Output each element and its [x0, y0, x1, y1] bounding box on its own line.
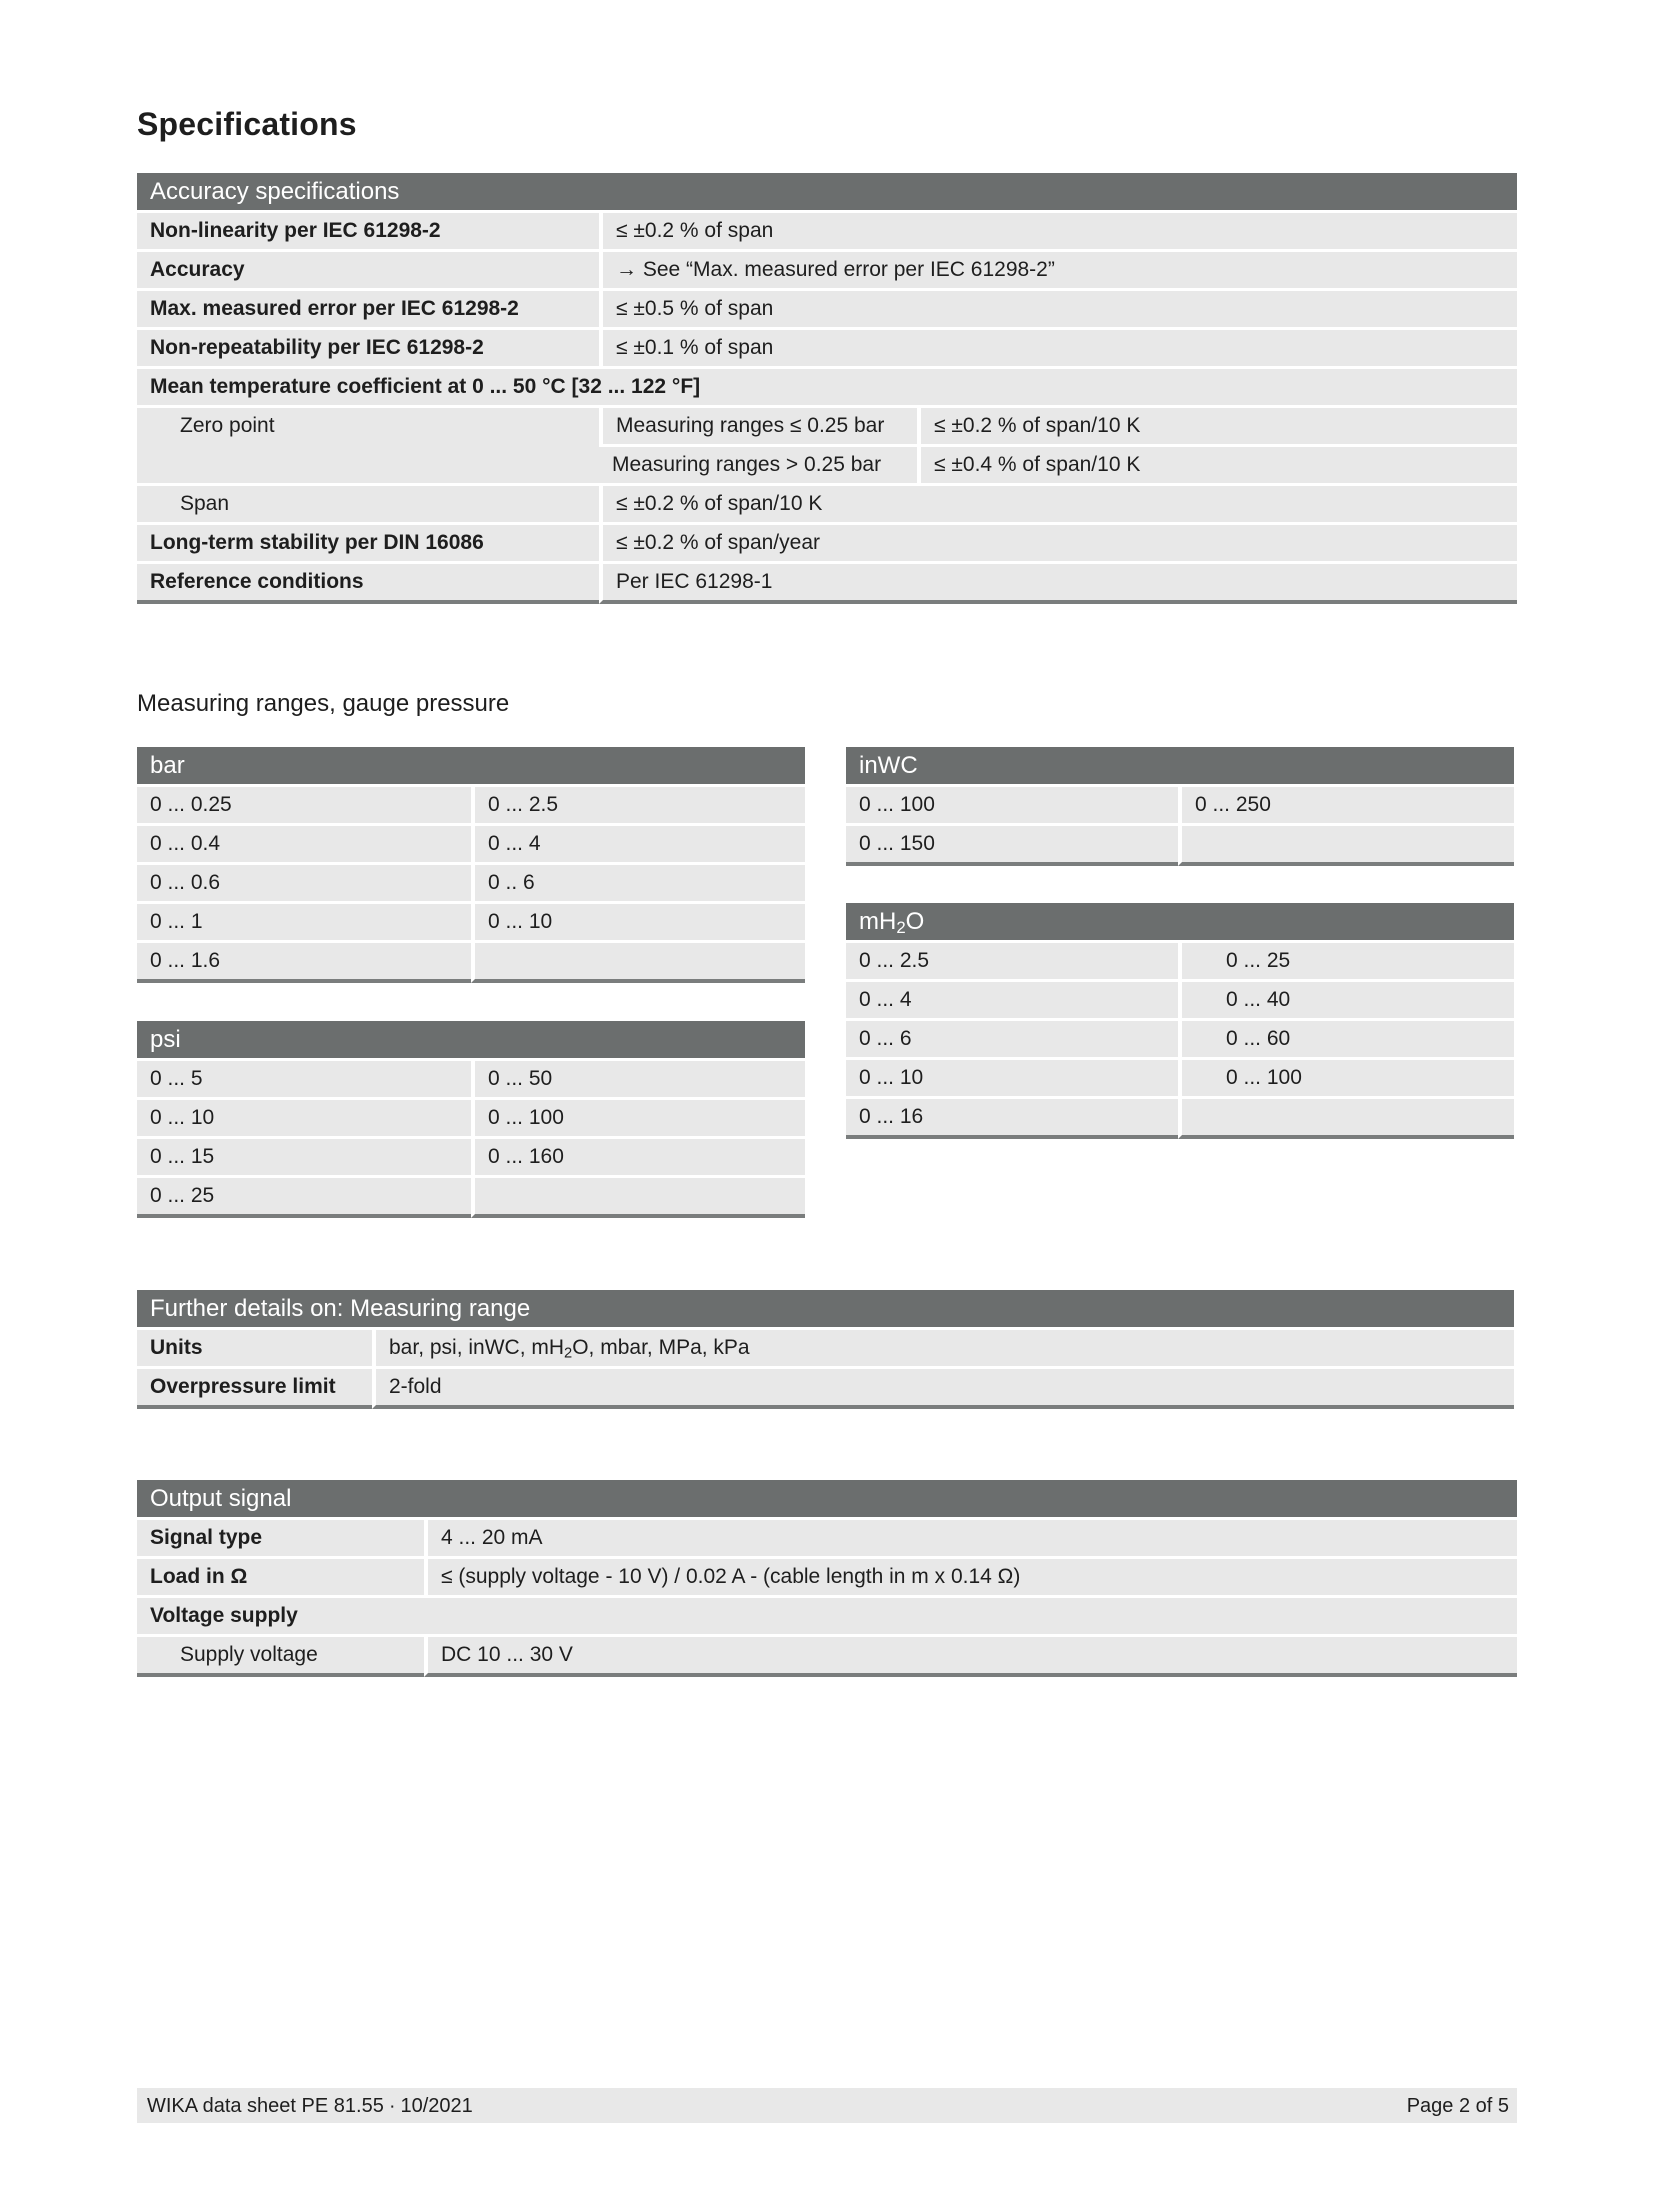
range-cell [1178, 826, 1514, 866]
inwc-header: inWC [846, 747, 1514, 784]
accuracy-header: Accuracy specifications [137, 173, 1517, 210]
nonrepeat-value: ≤ ±0.1 % of span [599, 330, 1517, 366]
table-row [846, 787, 1514, 823]
further-header: Further details on: Measuring range [137, 1290, 1514, 1327]
accuracy-label: Accuracy [137, 252, 599, 288]
range-cell [1178, 1099, 1514, 1139]
range-cell: 0 ... 50 [471, 1061, 805, 1097]
table-row [846, 1060, 1514, 1096]
supply-voltage-value: DC 10 ... 30 V [424, 1637, 1517, 1677]
range-cell: 0 ... 25 [137, 1178, 471, 1218]
range-cell: 0 ... 1.6 [137, 943, 471, 983]
zero-val-2: ≤ ±0.4 % of span/10 K [917, 447, 1517, 483]
range-cell: 0 ... 60 [1178, 1021, 1514, 1057]
longterm-label: Long-term stability per DIN 16086 [137, 525, 599, 561]
signal-type-value: 4 ... 20 mA [424, 1520, 1517, 1556]
load-value: ≤ (supply voltage - 10 V) / 0.02 A - (cable length in m x 0.14 Ω) [424, 1559, 1517, 1595]
range-cell: 0 ... 10 [846, 1060, 1178, 1096]
zero-point-label: Zero point [137, 408, 599, 483]
table-row [137, 330, 1517, 366]
range-cell: 0 ... 1 [137, 904, 471, 940]
zero-val-1: ≤ ±0.2 % of span/10 K [917, 408, 1517, 444]
range-cell: 0 ... 0.25 [137, 787, 471, 823]
range-cell: 0 ... 10 [137, 1100, 471, 1136]
range-cell: 0 ... 16 [846, 1099, 1178, 1139]
range-cell: 0 ... 6 [846, 1021, 1178, 1057]
range-cell: 0 ... 2.5 [846, 943, 1178, 979]
supply-voltage-label: Supply voltage [137, 1637, 424, 1677]
table-row [137, 1369, 1514, 1409]
accuracy-specifications-table [137, 170, 1517, 607]
max-error-label: Max. measured error per IEC 61298-2 [137, 291, 599, 327]
table-row [137, 525, 1517, 561]
range-cell: 0 ... 4 [471, 826, 805, 862]
inwc-ranges-table [846, 744, 1514, 869]
nonrepeat-label: Non-repeatability per IEC 61298-2 [137, 330, 599, 366]
table-row [137, 1598, 1517, 1634]
mh2o-ranges-table [846, 900, 1514, 1142]
range-cell: 0 ... 10 [471, 904, 805, 940]
table-row [846, 982, 1514, 1018]
range-cell: 0 ... 25 [1178, 943, 1514, 979]
bar-header: bar [137, 747, 805, 784]
range-cell: 0 ... 250 [1178, 787, 1514, 823]
table-row [137, 291, 1517, 327]
range-cell [471, 943, 805, 983]
units-value: bar, psi, inWC, $mH_2O$, mbar, MPa, kPa [372, 1330, 1514, 1366]
table-row [137, 369, 1517, 405]
table-row [846, 943, 1514, 979]
table-row [137, 904, 805, 940]
range-cell: 0 .. 6 [471, 865, 805, 901]
table-row [137, 564, 1517, 604]
table-row [137, 1330, 1514, 1366]
accuracy-value: → See “Max. measured error per IEC 61298-2” [599, 252, 1517, 288]
zero-cond-1: Measuring ranges ≤ 0.25 bar [599, 408, 917, 444]
range-cell: 0 ... 160 [471, 1139, 805, 1175]
range-cell: 0 ... 100 [1178, 1060, 1514, 1096]
table-row [137, 1559, 1517, 1595]
signal-type-label: Signal type [137, 1520, 424, 1556]
overpressure-value: 2-fold [372, 1369, 1514, 1409]
table-row [137, 1100, 805, 1136]
voltage-supply-label: Voltage supply [137, 1598, 1517, 1634]
units-label: Units [137, 1330, 372, 1366]
range-cell: 0 ... 100 [471, 1100, 805, 1136]
range-cell: 0 ... 4 [846, 982, 1178, 1018]
zero-cond-2: Measuring ranges > 0.25 bar [599, 447, 917, 483]
output-signal-table [137, 1477, 1517, 1680]
table-row [846, 826, 1514, 866]
range-cell: 0 ... 5 [137, 1061, 471, 1097]
overpressure-label: Overpressure limit [137, 1369, 372, 1409]
range-cell: 0 ... 2.5 [471, 787, 805, 823]
page-title: Specifications [137, 106, 357, 142]
table-row [137, 252, 1517, 288]
table-row [137, 1139, 805, 1175]
output-header: Output signal [137, 1480, 1517, 1517]
page-footer [137, 2088, 1517, 2123]
mh2o-header: $mH_2O$ [846, 903, 1514, 940]
psi-header: psi [137, 1021, 805, 1058]
table-row [137, 1637, 1517, 1677]
measuring-ranges-title: Measuring ranges, gauge pressure [137, 690, 510, 717]
range-cell: 0 ... 150 [846, 826, 1178, 866]
table-row [137, 787, 805, 823]
reference-value: Per IEC 61298-1 [599, 564, 1517, 604]
psi-ranges-table [137, 1018, 805, 1221]
span-value: ≤ ±0.2 % of span/10 K [599, 486, 1517, 522]
table-row [137, 865, 805, 901]
table-row [137, 1178, 805, 1218]
load-label: Load in Ω [137, 1559, 424, 1595]
table-row [137, 486, 1517, 522]
table-row [137, 408, 1517, 444]
table-row [846, 1021, 1514, 1057]
bar-ranges-table [137, 744, 805, 986]
range-cell: 0 ... 40 [1178, 982, 1514, 1018]
nonlinearity-label: Non-linearity per IEC 61298-2 [137, 213, 599, 249]
table-row [137, 213, 1517, 249]
range-cell: 0 ... 15 [137, 1139, 471, 1175]
range-cell: 0 ... 0.4 [137, 826, 471, 862]
range-cell: 0 ... 100 [846, 787, 1178, 823]
further-details-table [137, 1287, 1514, 1412]
tempcoef-label: Mean temperature coefficient at 0 ... 50 °C [32 ... 122 °F] [137, 369, 1517, 405]
table-row [137, 1520, 1517, 1556]
table-row [137, 826, 805, 862]
range-cell [471, 1178, 805, 1218]
max-error-value: ≤ ±0.5 % of span [599, 291, 1517, 327]
nonlinearity-value: ≤ ±0.2 % of span [599, 213, 1517, 249]
longterm-value: ≤ ±0.2 % of span/year [599, 525, 1517, 561]
footer-datasheet-id: WIKA data sheet PE 81.55 ∙ 10/2021 [147, 2095, 473, 2117]
range-cell: 0 ... 0.6 [137, 865, 471, 901]
footer-page-number: Page 2 of 5 [1406, 2095, 1509, 2117]
table-row [846, 1099, 1514, 1139]
span-label: Span [137, 486, 599, 522]
reference-label: Reference conditions [137, 564, 599, 604]
table-row [137, 1061, 805, 1097]
table-row [137, 943, 805, 983]
